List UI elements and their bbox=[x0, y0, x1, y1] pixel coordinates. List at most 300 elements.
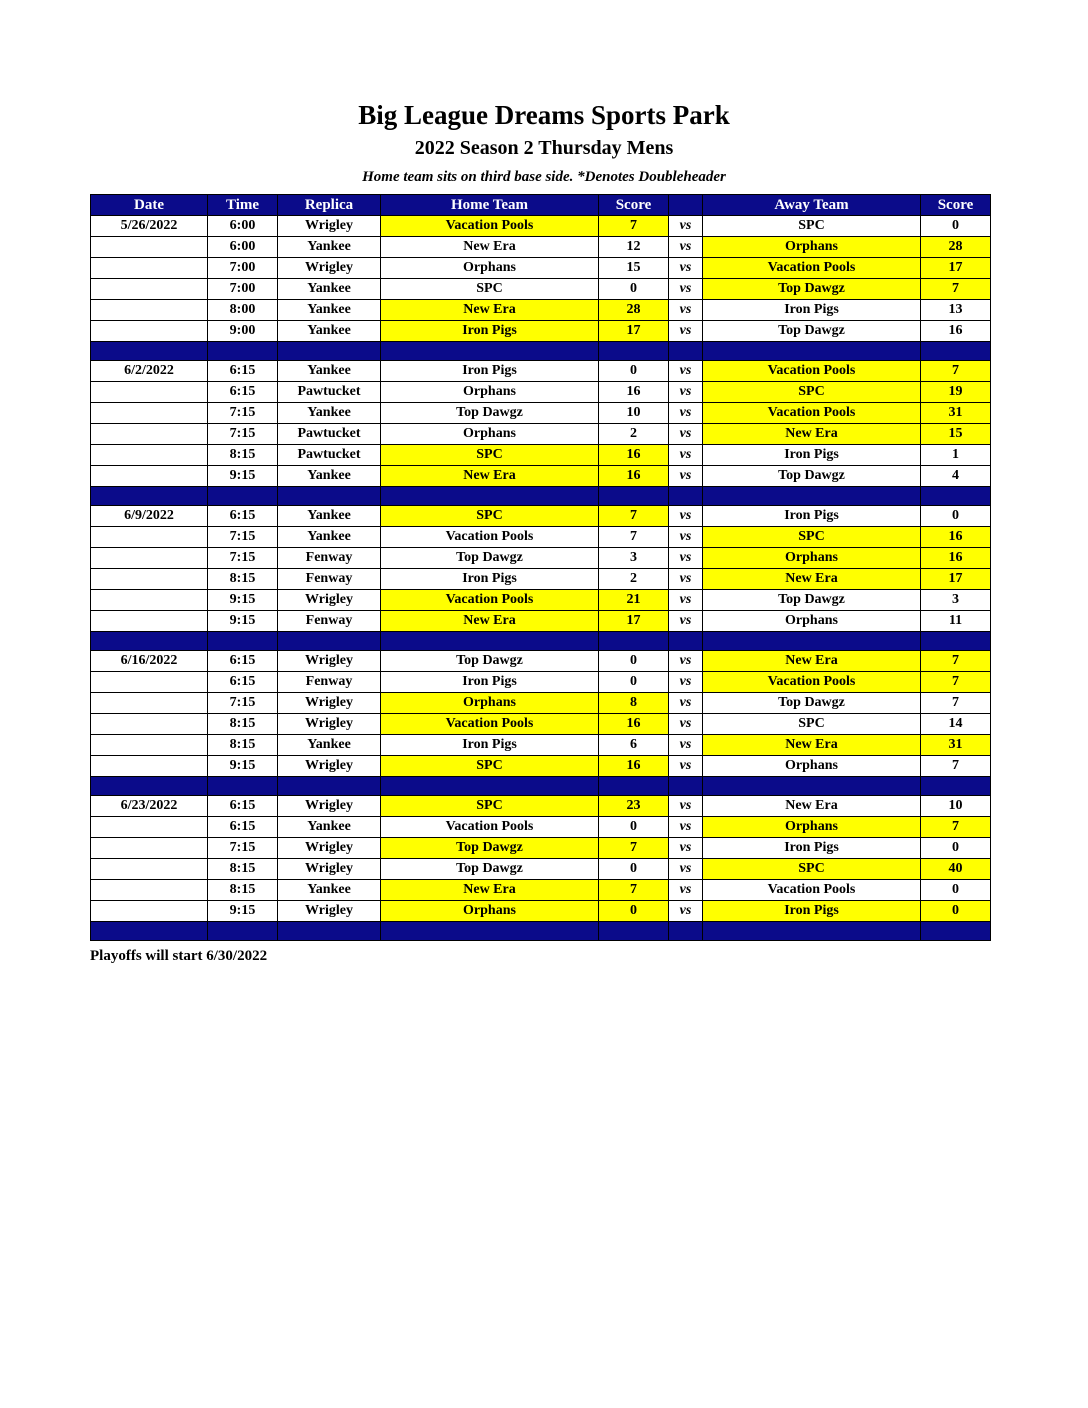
away-score-cell: 0 bbox=[921, 506, 991, 527]
date-cell bbox=[91, 403, 208, 424]
vs-cell: vs bbox=[669, 569, 703, 590]
time-cell: 8:15 bbox=[208, 445, 278, 466]
away-team-cell: SPC bbox=[703, 382, 921, 403]
separator-cell bbox=[381, 922, 599, 941]
header-vs bbox=[669, 195, 703, 216]
separator-cell bbox=[599, 487, 669, 506]
home-score-cell: 0 bbox=[599, 672, 669, 693]
replica-cell: Wrigley bbox=[278, 756, 381, 777]
game-row bbox=[91, 590, 991, 611]
away-score-cell: 31 bbox=[921, 735, 991, 756]
separator-row bbox=[91, 922, 991, 941]
away-score-cell: 40 bbox=[921, 859, 991, 880]
away-team-cell: Iron Pigs bbox=[703, 506, 921, 527]
vs-cell: vs bbox=[669, 838, 703, 859]
away-score-cell: 0 bbox=[921, 838, 991, 859]
time-cell: 6:15 bbox=[208, 672, 278, 693]
page-subtitle: 2022 Season 2 Thursday Mens bbox=[414, 137, 674, 159]
away-team-cell: New Era bbox=[703, 424, 921, 445]
game-row bbox=[91, 237, 991, 258]
time-cell: 6:00 bbox=[208, 216, 278, 237]
vs-cell: vs bbox=[669, 859, 703, 880]
page-title: Big League Dreams Sports Park bbox=[358, 100, 730, 130]
separator-cell bbox=[278, 342, 381, 361]
home-score-cell: 12 bbox=[599, 237, 669, 258]
home-team-cell: Top Dawgz bbox=[381, 651, 599, 672]
home-team-cell: SPC bbox=[381, 756, 599, 777]
time-cell: 9:15 bbox=[208, 611, 278, 632]
date-cell bbox=[91, 300, 208, 321]
home-score-cell: 7 bbox=[599, 506, 669, 527]
date-cell bbox=[91, 382, 208, 403]
home-score-cell: 16 bbox=[599, 714, 669, 735]
away-team-cell: Top Dawgz bbox=[703, 693, 921, 714]
vs-cell: vs bbox=[669, 901, 703, 922]
replica-cell: Fenway bbox=[278, 569, 381, 590]
replica-cell: Wrigley bbox=[278, 859, 381, 880]
date-cell bbox=[91, 590, 208, 611]
home-score-cell: 23 bbox=[599, 796, 669, 817]
date-cell: 6/2/2022 bbox=[91, 361, 208, 382]
away-team-cell: Orphans bbox=[703, 548, 921, 569]
replica-cell: Yankee bbox=[278, 279, 381, 300]
time-cell: 6:15 bbox=[208, 651, 278, 672]
away-team-cell: SPC bbox=[703, 216, 921, 237]
away-score-cell: 15 bbox=[921, 424, 991, 445]
vs-cell: vs bbox=[669, 382, 703, 403]
vs-cell: vs bbox=[669, 817, 703, 838]
time-cell: 8:15 bbox=[208, 735, 278, 756]
home-team-cell: Orphans bbox=[381, 424, 599, 445]
home-team-cell: New Era bbox=[381, 466, 599, 487]
separator-cell bbox=[278, 777, 381, 796]
playoffs-note: Playoffs will start 6/30/2022 bbox=[90, 948, 268, 964]
away-team-cell: Vacation Pools bbox=[703, 403, 921, 424]
away-score-cell: 16 bbox=[921, 321, 991, 342]
away-team-cell: SPC bbox=[703, 527, 921, 548]
vs-cell: vs bbox=[669, 300, 703, 321]
separator-cell bbox=[381, 487, 599, 506]
home-score-cell: 7 bbox=[599, 216, 669, 237]
time-cell: 6:15 bbox=[208, 796, 278, 817]
replica-cell: Fenway bbox=[278, 611, 381, 632]
time-cell: 8:15 bbox=[208, 714, 278, 735]
time-cell: 9:15 bbox=[208, 901, 278, 922]
separator-cell bbox=[703, 487, 921, 506]
header-away-team: Away Team bbox=[703, 195, 921, 216]
home-score-cell: 7 bbox=[599, 527, 669, 548]
date-cell bbox=[91, 672, 208, 693]
time-cell: 7:00 bbox=[208, 279, 278, 300]
header-row bbox=[91, 195, 991, 216]
game-row bbox=[91, 403, 991, 424]
date-cell bbox=[91, 611, 208, 632]
separator-cell bbox=[921, 922, 991, 941]
separator-cell bbox=[91, 777, 208, 796]
home-score-cell: 17 bbox=[599, 321, 669, 342]
date-cell: 5/26/2022 bbox=[91, 216, 208, 237]
away-team-cell: Orphans bbox=[703, 237, 921, 258]
separator-cell bbox=[599, 922, 669, 941]
away-team-cell: Top Dawgz bbox=[703, 279, 921, 300]
vs-cell: vs bbox=[669, 880, 703, 901]
away-team-cell: Vacation Pools bbox=[703, 361, 921, 382]
away-team-cell: Vacation Pools bbox=[703, 880, 921, 901]
separator-cell bbox=[91, 632, 208, 651]
game-row bbox=[91, 817, 991, 838]
away-team-cell: Iron Pigs bbox=[703, 901, 921, 922]
vs-cell: vs bbox=[669, 466, 703, 487]
vs-cell: vs bbox=[669, 714, 703, 735]
time-cell: 7:15 bbox=[208, 424, 278, 445]
vs-cell: vs bbox=[669, 756, 703, 777]
away-score-cell: 0 bbox=[921, 216, 991, 237]
schedule-table bbox=[90, 194, 991, 941]
away-team-cell: New Era bbox=[703, 735, 921, 756]
away-score-cell: 7 bbox=[921, 817, 991, 838]
home-team-cell: New Era bbox=[381, 237, 599, 258]
replica-cell: Yankee bbox=[278, 237, 381, 258]
home-team-cell: Iron Pigs bbox=[381, 569, 599, 590]
away-score-cell: 4 bbox=[921, 466, 991, 487]
time-cell: 6:15 bbox=[208, 506, 278, 527]
home-team-cell: Iron Pigs bbox=[381, 672, 599, 693]
away-team-cell: Vacation Pools bbox=[703, 258, 921, 279]
vs-cell: vs bbox=[669, 424, 703, 445]
separator-row bbox=[91, 487, 991, 506]
replica-cell: Yankee bbox=[278, 817, 381, 838]
home-team-cell: Orphans bbox=[381, 901, 599, 922]
separator-cell bbox=[278, 632, 381, 651]
separator-cell bbox=[921, 777, 991, 796]
time-cell: 9:15 bbox=[208, 466, 278, 487]
vs-cell: vs bbox=[669, 527, 703, 548]
separator-cell bbox=[703, 342, 921, 361]
date-cell bbox=[91, 714, 208, 735]
replica-cell: Pawtucket bbox=[278, 424, 381, 445]
separator-cell bbox=[208, 922, 278, 941]
game-row bbox=[91, 382, 991, 403]
away-score-cell: 0 bbox=[921, 880, 991, 901]
time-cell: 8:15 bbox=[208, 859, 278, 880]
home-score-cell: 10 bbox=[599, 403, 669, 424]
game-row bbox=[91, 216, 991, 237]
away-score-cell: 7 bbox=[921, 279, 991, 300]
separator-cell bbox=[921, 342, 991, 361]
time-cell: 8:15 bbox=[208, 880, 278, 901]
home-team-cell: Orphans bbox=[381, 382, 599, 403]
home-score-cell: 7 bbox=[599, 880, 669, 901]
away-score-cell: 13 bbox=[921, 300, 991, 321]
game-row bbox=[91, 527, 991, 548]
vs-cell: vs bbox=[669, 445, 703, 466]
separator-cell bbox=[278, 487, 381, 506]
game-row bbox=[91, 424, 991, 445]
game-row bbox=[91, 901, 991, 922]
time-cell: 9:15 bbox=[208, 590, 278, 611]
replica-cell: Wrigley bbox=[278, 838, 381, 859]
date-cell bbox=[91, 693, 208, 714]
separator-cell bbox=[91, 922, 208, 941]
date-cell bbox=[91, 466, 208, 487]
away-team-cell: Iron Pigs bbox=[703, 300, 921, 321]
replica-cell: Fenway bbox=[278, 548, 381, 569]
away-team-cell: Top Dawgz bbox=[703, 321, 921, 342]
home-score-cell: 0 bbox=[599, 817, 669, 838]
home-score-cell: 15 bbox=[599, 258, 669, 279]
time-cell: 7:15 bbox=[208, 548, 278, 569]
replica-cell: Wrigley bbox=[278, 258, 381, 279]
vs-cell: vs bbox=[669, 796, 703, 817]
home-team-cell: Top Dawgz bbox=[381, 403, 599, 424]
home-score-cell: 16 bbox=[599, 445, 669, 466]
game-row bbox=[91, 506, 991, 527]
game-row bbox=[91, 279, 991, 300]
vs-cell: vs bbox=[669, 590, 703, 611]
vs-cell: vs bbox=[669, 237, 703, 258]
home-score-cell: 21 bbox=[599, 590, 669, 611]
away-team-cell: Top Dawgz bbox=[703, 590, 921, 611]
home-team-cell: Top Dawgz bbox=[381, 548, 599, 569]
replica-cell: Yankee bbox=[278, 361, 381, 382]
away-score-cell: 0 bbox=[921, 901, 991, 922]
away-team-cell: SPC bbox=[703, 859, 921, 880]
vs-cell: vs bbox=[669, 403, 703, 424]
away-score-cell: 28 bbox=[921, 237, 991, 258]
home-team-cell: Top Dawgz bbox=[381, 859, 599, 880]
separator-cell bbox=[599, 342, 669, 361]
separator-cell bbox=[703, 632, 921, 651]
home-team-cell: Vacation Pools bbox=[381, 216, 599, 237]
away-team-cell: Iron Pigs bbox=[703, 838, 921, 859]
separator-cell bbox=[91, 342, 208, 361]
vs-cell: vs bbox=[669, 321, 703, 342]
replica-cell: Wrigley bbox=[278, 693, 381, 714]
away-team-cell: Vacation Pools bbox=[703, 672, 921, 693]
date-cell bbox=[91, 817, 208, 838]
time-cell: 9:00 bbox=[208, 321, 278, 342]
home-score-cell: 2 bbox=[599, 424, 669, 445]
vs-cell: vs bbox=[669, 216, 703, 237]
vs-cell: vs bbox=[669, 693, 703, 714]
date-cell: 6/23/2022 bbox=[91, 796, 208, 817]
date-cell bbox=[91, 880, 208, 901]
separator-cell bbox=[703, 777, 921, 796]
replica-cell: Wrigley bbox=[278, 590, 381, 611]
time-cell: 7:15 bbox=[208, 838, 278, 859]
date-cell: 6/16/2022 bbox=[91, 651, 208, 672]
home-score-cell: 0 bbox=[599, 651, 669, 672]
vs-cell: vs bbox=[669, 651, 703, 672]
home-team-cell: Iron Pigs bbox=[381, 361, 599, 382]
date-cell bbox=[91, 527, 208, 548]
home-team-cell: Orphans bbox=[381, 693, 599, 714]
home-team-cell: New Era bbox=[381, 300, 599, 321]
time-cell: 6:15 bbox=[208, 817, 278, 838]
separator-cell bbox=[208, 342, 278, 361]
game-row bbox=[91, 548, 991, 569]
vs-cell: vs bbox=[669, 548, 703, 569]
home-score-cell: 0 bbox=[599, 361, 669, 382]
separator-cell bbox=[921, 487, 991, 506]
replica-cell: Yankee bbox=[278, 735, 381, 756]
separator-cell bbox=[921, 632, 991, 651]
home-score-cell: 7 bbox=[599, 838, 669, 859]
date-cell bbox=[91, 279, 208, 300]
game-row bbox=[91, 651, 991, 672]
date-cell bbox=[91, 838, 208, 859]
home-score-cell: 2 bbox=[599, 569, 669, 590]
replica-cell: Wrigley bbox=[278, 796, 381, 817]
game-row bbox=[91, 445, 991, 466]
separator-row bbox=[91, 342, 991, 361]
game-row bbox=[91, 796, 991, 817]
replica-cell: Wrigley bbox=[278, 901, 381, 922]
away-score-cell: 17 bbox=[921, 569, 991, 590]
time-cell: 9:15 bbox=[208, 756, 278, 777]
away-score-cell: 16 bbox=[921, 548, 991, 569]
game-row bbox=[91, 693, 991, 714]
time-cell: 6:15 bbox=[208, 361, 278, 382]
header-replica: Replica bbox=[278, 195, 381, 216]
home-score-cell: 17 bbox=[599, 611, 669, 632]
away-score-cell: 7 bbox=[921, 693, 991, 714]
replica-cell: Yankee bbox=[278, 300, 381, 321]
home-team-cell: Iron Pigs bbox=[381, 321, 599, 342]
home-team-cell: Vacation Pools bbox=[381, 527, 599, 548]
game-row bbox=[91, 838, 991, 859]
home-team-cell: New Era bbox=[381, 880, 599, 901]
header-date: Date bbox=[91, 195, 208, 216]
home-team-cell: New Era bbox=[381, 611, 599, 632]
home-score-cell: 0 bbox=[599, 279, 669, 300]
game-row bbox=[91, 466, 991, 487]
home-team-cell: Vacation Pools bbox=[381, 590, 599, 611]
away-score-cell: 1 bbox=[921, 445, 991, 466]
home-team-cell: Top Dawgz bbox=[381, 838, 599, 859]
date-cell bbox=[91, 237, 208, 258]
home-team-cell: SPC bbox=[381, 279, 599, 300]
date-cell bbox=[91, 756, 208, 777]
home-score-cell: 0 bbox=[599, 901, 669, 922]
header-away-score: Score bbox=[921, 195, 991, 216]
separator-cell bbox=[669, 922, 703, 941]
away-team-cell: Top Dawgz bbox=[703, 466, 921, 487]
replica-cell: Yankee bbox=[278, 321, 381, 342]
replica-cell: Pawtucket bbox=[278, 445, 381, 466]
separator-cell bbox=[208, 777, 278, 796]
replica-cell: Yankee bbox=[278, 527, 381, 548]
home-team-cell: Vacation Pools bbox=[381, 817, 599, 838]
replica-cell: Wrigley bbox=[278, 216, 381, 237]
separator-cell bbox=[669, 632, 703, 651]
away-score-cell: 7 bbox=[921, 361, 991, 382]
replica-cell: Yankee bbox=[278, 880, 381, 901]
game-row bbox=[91, 300, 991, 321]
game-row bbox=[91, 361, 991, 382]
away-team-cell: Orphans bbox=[703, 756, 921, 777]
away-score-cell: 19 bbox=[921, 382, 991, 403]
replica-cell: Wrigley bbox=[278, 651, 381, 672]
replica-cell: Wrigley bbox=[278, 714, 381, 735]
separator-cell bbox=[381, 632, 599, 651]
vs-cell: vs bbox=[669, 279, 703, 300]
time-cell: 7:15 bbox=[208, 527, 278, 548]
separator-cell bbox=[91, 487, 208, 506]
replica-cell: Fenway bbox=[278, 672, 381, 693]
home-team-cell: SPC bbox=[381, 796, 599, 817]
away-score-cell: 16 bbox=[921, 527, 991, 548]
replica-cell: Yankee bbox=[278, 506, 381, 527]
separator-cell bbox=[381, 777, 599, 796]
away-score-cell: 10 bbox=[921, 796, 991, 817]
home-team-cell: Iron Pigs bbox=[381, 735, 599, 756]
separator-cell bbox=[669, 777, 703, 796]
date-cell bbox=[91, 859, 208, 880]
header-time: Time bbox=[208, 195, 278, 216]
time-cell: 6:15 bbox=[208, 382, 278, 403]
home-team-cell: Vacation Pools bbox=[381, 714, 599, 735]
away-score-cell: 11 bbox=[921, 611, 991, 632]
date-cell bbox=[91, 548, 208, 569]
home-score-cell: 16 bbox=[599, 466, 669, 487]
away-team-cell: Iron Pigs bbox=[703, 445, 921, 466]
away-score-cell: 17 bbox=[921, 258, 991, 279]
game-row bbox=[91, 321, 991, 342]
away-team-cell: New Era bbox=[703, 796, 921, 817]
away-team-cell: Orphans bbox=[703, 817, 921, 838]
date-cell: 6/9/2022 bbox=[91, 506, 208, 527]
separator-cell bbox=[703, 922, 921, 941]
time-cell: 7:15 bbox=[208, 403, 278, 424]
game-row bbox=[91, 880, 991, 901]
date-cell bbox=[91, 445, 208, 466]
home-score-cell: 0 bbox=[599, 859, 669, 880]
home-team-cell: SPC bbox=[381, 506, 599, 527]
away-score-cell: 3 bbox=[921, 590, 991, 611]
away-team-cell: New Era bbox=[703, 651, 921, 672]
separator-cell bbox=[208, 487, 278, 506]
date-cell bbox=[91, 258, 208, 279]
game-row bbox=[91, 672, 991, 693]
game-row bbox=[91, 735, 991, 756]
home-score-cell: 16 bbox=[599, 756, 669, 777]
vs-cell: vs bbox=[669, 506, 703, 527]
away-score-cell: 14 bbox=[921, 714, 991, 735]
home-score-cell: 8 bbox=[599, 693, 669, 714]
date-cell bbox=[91, 735, 208, 756]
home-team-cell: SPC bbox=[381, 445, 599, 466]
home-score-cell: 3 bbox=[599, 548, 669, 569]
header-home-team: Home Team bbox=[381, 195, 599, 216]
separator-cell bbox=[599, 777, 669, 796]
time-cell: 8:00 bbox=[208, 300, 278, 321]
time-cell: 6:00 bbox=[208, 237, 278, 258]
separator-row bbox=[91, 632, 991, 651]
replica-cell: Yankee bbox=[278, 403, 381, 424]
game-row bbox=[91, 714, 991, 735]
home-score-cell: 16 bbox=[599, 382, 669, 403]
separator-cell bbox=[599, 632, 669, 651]
home-team-cell: Orphans bbox=[381, 258, 599, 279]
replica-cell: Pawtucket bbox=[278, 382, 381, 403]
away-score-cell: 7 bbox=[921, 756, 991, 777]
vs-cell: vs bbox=[669, 361, 703, 382]
date-cell bbox=[91, 424, 208, 445]
time-cell: 7:15 bbox=[208, 693, 278, 714]
vs-cell: vs bbox=[669, 258, 703, 279]
separator-cell bbox=[669, 487, 703, 506]
